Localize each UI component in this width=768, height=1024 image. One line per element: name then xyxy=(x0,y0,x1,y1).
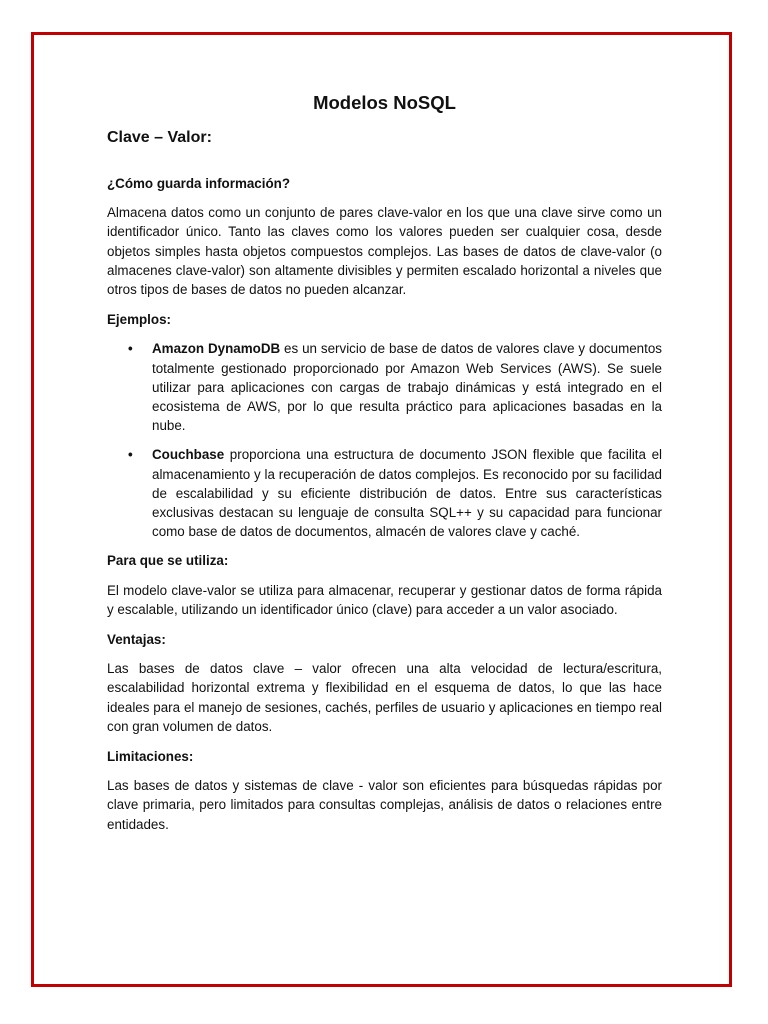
example-description: proporciona una estructura de documento JSON flexible que facilita el almacenamiento y la recuperación de datos complejos. Es reconocido por su facilidad de escalabilidad y su eficiente distribución de datos. Entre sus características exclusivas destacan su lenguaje de consulta SQL++ y su capacidad para funcionar como base de datos de documentos, almacén de valores clave y caché. xyxy=(152,447,662,540)
examples-heading: Ejemplos: xyxy=(107,312,171,328)
bullet-icon: • xyxy=(128,447,133,463)
bullet-icon: • xyxy=(128,341,133,357)
limitations-paragraph: Las bases de datos y sistemas de clave - valor son eficientes para búsquedas rápidas por clave primaria, pero limitados para consultas complejas, análisis de datos o relaciones entre entidades. xyxy=(107,778,662,832)
list-item xyxy=(107,339,662,435)
limitations-heading: Limitaciones: xyxy=(107,749,194,765)
examples-list xyxy=(107,339,662,541)
section-title: Clave – Valor: xyxy=(107,129,212,146)
document-body xyxy=(107,92,662,845)
usage-paragraph: El modelo clave-valor se utiliza para almacenar, recuperar y gestionar datos de forma rápida y escalable, utilizando un identificador único (clave) para acceder a un valor asociado. xyxy=(107,582,662,617)
document-title: Modelos NoSQL xyxy=(313,92,456,113)
example-name: Amazon DynamoDB xyxy=(152,341,281,357)
example-name: Couchbase xyxy=(152,447,225,463)
list-item xyxy=(107,445,662,541)
usage-heading: Para que se utiliza: xyxy=(107,553,229,569)
how-stores-paragraph: Almacena datos como un conjunto de pares clave-valor en los que una clave sirve como un identificador único. Tanto las claves como los valores pueden ser cualquier cosa, desde objetos simples hasta objetos compuestos complejos. Las bases de datos de clave-valor (o almacenes clave-valor) son altamente divisibles y permiten escalado horizontal a niveles que otros tipos de bases de datos no pueden alcanzar. xyxy=(107,205,662,298)
advantages-paragraph: Las bases de datos clave – valor ofrecen una alta velocidad de lectura/escritura, escalabilidad horizontal extrema y flexibilidad en el esquema de datos, lo que las hace ideales para el manejo de sesiones, cachés, perfiles de usuario y aplicaciones en tiempo real con gran volumen de datos. xyxy=(107,661,662,734)
how-stores-heading: ¿Cómo guarda información? xyxy=(107,176,291,191)
example-description: es un servicio de base de datos de valores clave y documentos totalmente gestionado proporcionado por Amazon Web Services (AWS). Se suele utilizar para aplicaciones con cargas de trabajo dinámicas y está integrado en el ecosistema de AWS, por lo que resulta práctico para aplicaciones basadas en la nube. xyxy=(152,341,662,434)
advantages-heading: Ventajas: xyxy=(107,632,166,648)
